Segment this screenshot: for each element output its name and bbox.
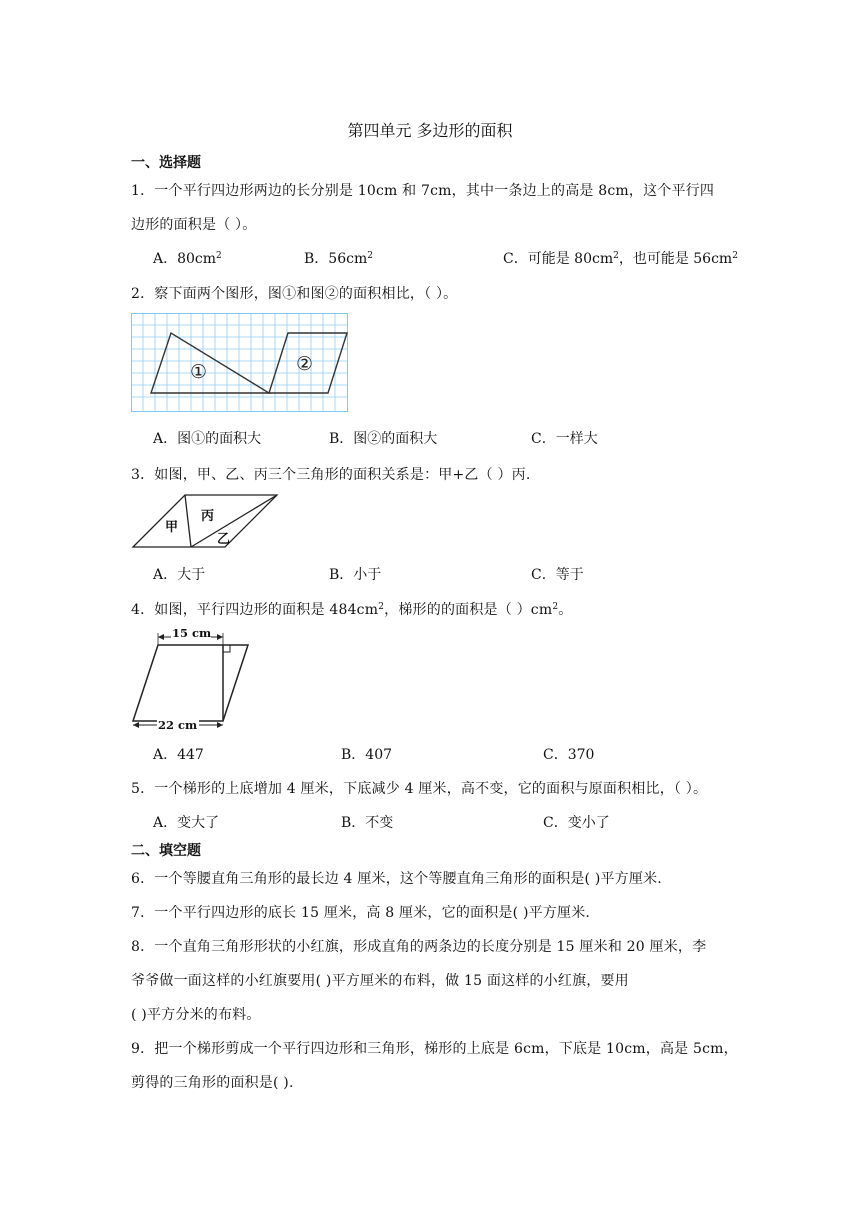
- section-heading-choice: 一、选择题: [131, 155, 201, 171]
- question-1-line-2: 边形的面积是（ ）。: [131, 217, 257, 233]
- top-dimension-label: 15 cm: [172, 626, 212, 640]
- question-1-option-c[interactable]: C．可能是 $80cm^2$，也可能是 $56cm^2$: [503, 251, 738, 267]
- figure-label-1: ①: [190, 361, 208, 383]
- figure-label-yi: 乙: [217, 532, 231, 547]
- question-3-option-a[interactable]: A．大于: [153, 567, 206, 583]
- question-5-option-c[interactable]: C．变小了: [543, 815, 610, 831]
- question-7-line-1: 7．一个平行四边形的底长 15 厘米，高 8 厘米，它的面积是( )平方厘米.: [131, 905, 591, 921]
- question-1-option-a[interactable]: A．$80cm^2$: [153, 251, 222, 267]
- question-2-option-b[interactable]: B．图②的面积大: [329, 431, 438, 447]
- question-3-line-1: 3．如图，甲、乙、丙三个三角形的面积关系是：甲+乙（ ）丙.: [131, 467, 531, 483]
- question-9-line-1: 9．把一个梯形剪成一个平行四边形和三角形，梯形的上底是 6cm，下底是 10cm，高是 5cm，: [131, 1041, 738, 1057]
- section-heading-fill-blank: 二、填空题: [131, 843, 201, 859]
- question-2-option-a[interactable]: A．图①的面积大: [153, 431, 262, 447]
- question-9-line-2: 剪得的三角形的面积是( ).: [131, 1075, 294, 1091]
- question-8-line-2: 爷爷做一面这样的小红旗要用( )平方厘米的布料，做 15 面这样的小红旗，要用: [131, 973, 629, 989]
- question-3-option-b[interactable]: B．小于: [329, 567, 382, 583]
- right-angle-mark: [223, 645, 230, 652]
- question-3-figure: [131, 493, 281, 549]
- parallelogram-outline: [133, 645, 248, 721]
- figure-label-jia: 甲: [165, 520, 179, 535]
- figure-label-bing: 丙: [201, 509, 215, 524]
- diagonal-line-1: [185, 495, 191, 547]
- question-4-option-b[interactable]: B．407: [341, 747, 393, 763]
- question-2-figure: [131, 313, 349, 413]
- question-2-line-1: 2．察下面两个图形，图①和图②的面积相比，（ ）。: [131, 286, 458, 302]
- figure-label-2: ②: [296, 353, 314, 375]
- page-title: 第四单元 多边形的面积: [347, 121, 513, 140]
- question-8-line-3: ( )平方分米的布料。: [131, 1007, 261, 1023]
- question-5-option-b[interactable]: B．不变: [341, 815, 394, 831]
- bottom-dimension-label: 22 cm: [158, 718, 198, 732]
- question-4-line-1: 4．如图，平行四边形的面积是 $484cm^2$，梯形的的面积是（ ）$cm^2$。: [131, 602, 573, 618]
- question-4-option-a[interactable]: A．447: [153, 747, 204, 763]
- question-6-line-1: 6．一个等腰直角三角形的最长边 4 厘米，这个等腰直角三角形的面积是( )平方厘米.: [131, 871, 662, 887]
- question-2-option-c[interactable]: C．一样大: [531, 431, 598, 447]
- question-5-line-1: 5．一个梯形的上底增加 4 厘米，下底减少 4 厘米，高不变，它的面积与原面积相比，（ ）。: [131, 781, 708, 797]
- question-3-option-c[interactable]: C．等于: [531, 567, 584, 583]
- question-4-option-c[interactable]: C．370: [543, 747, 595, 763]
- question-8-line-1: 8．一个直角三角形形状的小红旗，形成直角的两条边的长度分别是 15 厘米和 20 厘米，李: [131, 939, 707, 955]
- question-1-option-b[interactable]: B．$56cm^2$: [304, 251, 373, 267]
- question-5-option-a[interactable]: A．变大了: [153, 815, 220, 831]
- question-1-line-1: 1．一个平行四边形两边的长分别是 10cm 和 7cm，其中一条边上的高是 8cm，这个平行四: [131, 183, 715, 199]
- question-4-figure: [131, 624, 251, 734]
